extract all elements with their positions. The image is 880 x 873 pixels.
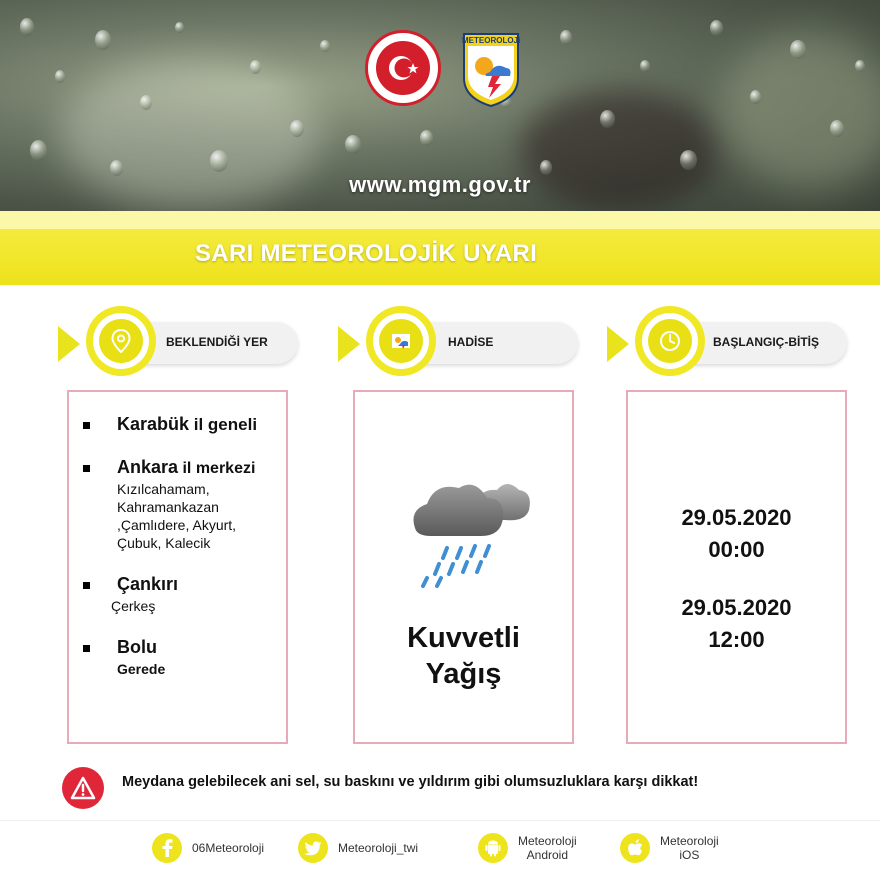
facebook-icon: [152, 833, 182, 863]
bullet-icon: [83, 645, 90, 652]
time-box: [626, 390, 847, 744]
facebook-link[interactable]: 06Meteoroloji: [152, 830, 264, 866]
list-item: Karabük il geneli: [83, 414, 293, 435]
section-header-location: [58, 306, 308, 376]
section-label-time: BAŞLANGIÇ-BİTİŞ: [713, 335, 819, 349]
apple-icon: [620, 833, 650, 863]
section-header-event: [338, 306, 583, 376]
start-datetime: 29.05.2020 00:00: [681, 505, 792, 562]
clock-icon: [659, 330, 681, 352]
section-label-location: BEKLENDİĞİ YER: [166, 335, 268, 349]
location-list: [83, 414, 293, 700]
site-url[interactable]: www.mgm.gov.tr: [349, 172, 531, 197]
section-header-time: [607, 306, 852, 376]
rain-cloud-icon: [405, 470, 535, 590]
locations-box: [67, 390, 288, 744]
event-name: Kuvvetli Yağış: [407, 622, 520, 690]
ios-app-link[interactable]: Meteoroloji iOS: [620, 830, 719, 866]
event-box: [353, 390, 574, 744]
android-icon: [478, 833, 508, 863]
twitter-link[interactable]: Meteoroloji_twi: [298, 830, 418, 866]
end-datetime: 29.05.2020 12:00: [681, 595, 792, 652]
bullet-icon: [83, 465, 90, 472]
ministry-logo: [365, 30, 441, 106]
bullet-icon: [83, 422, 90, 429]
footer-divider: [0, 820, 880, 821]
section-label-event: HADİSE: [448, 335, 494, 349]
list-item: Bolu Gerede: [83, 637, 293, 678]
twitter-icon: [298, 833, 328, 863]
list-item: Çankırı Çerkeş: [83, 574, 293, 615]
weather-event-icon: [390, 330, 412, 352]
banner-highlight: [0, 211, 880, 229]
android-app-link[interactable]: Meteoroloji Android: [478, 830, 577, 866]
list-item: Ankara il merkezi Kızılcahamam, Kahramankazan ,Çamlıdere, Akyurt, Çubuk, Kalecik: [83, 457, 293, 552]
banner-title: SARI METEOROLOJİK UYARI: [195, 240, 538, 267]
warning-text: Meydana gelebilecek ani sel, su baskını ve yıldırım gibi olumsuzluklara karşı dikkat!: [122, 774, 699, 790]
bullet-icon: [83, 582, 90, 589]
mgm-logo-text: METEOROLOJi: [462, 36, 521, 45]
warning-icon: [62, 767, 104, 809]
crescent-star-icon: [383, 48, 423, 88]
location-pin-icon: [111, 329, 131, 353]
